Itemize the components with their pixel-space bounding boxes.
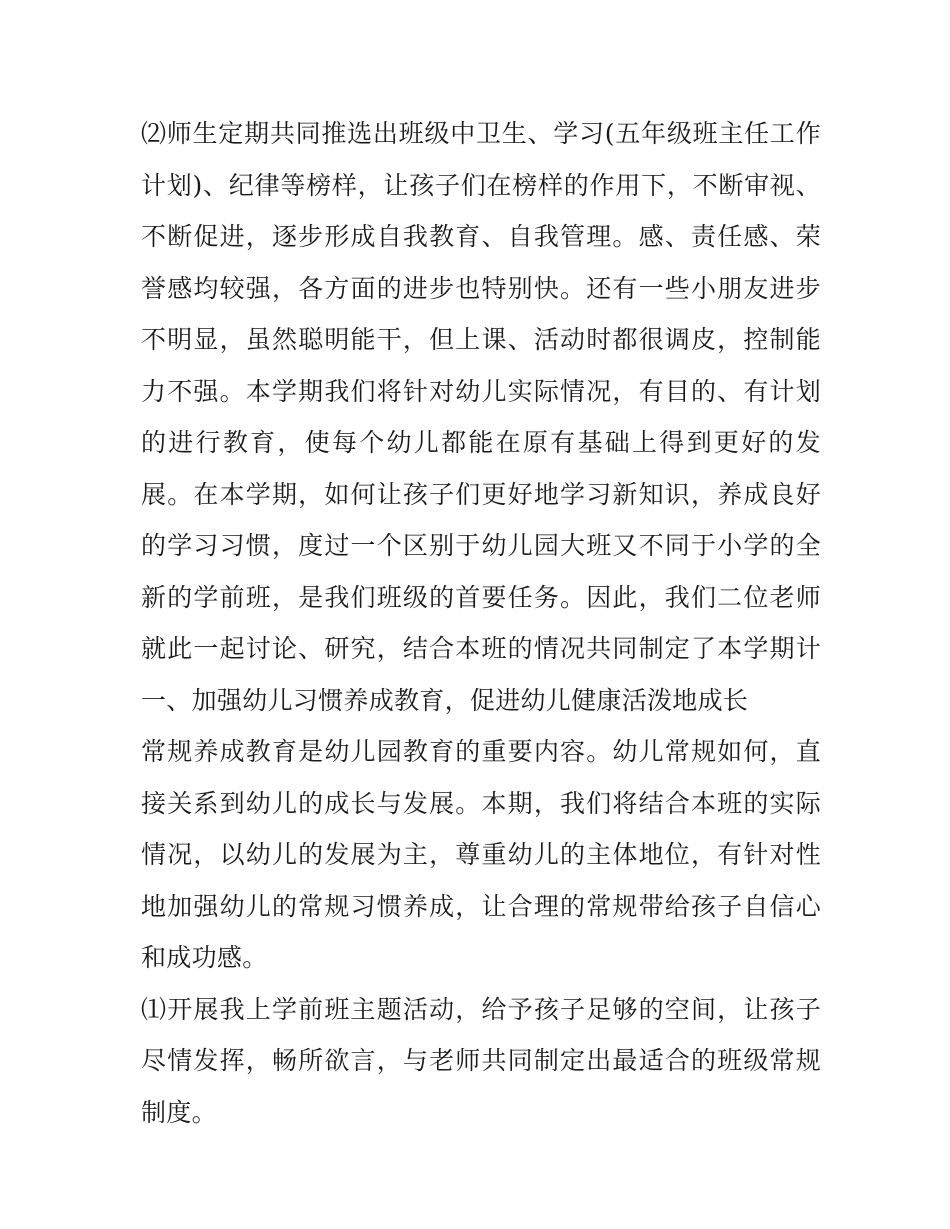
paragraph-routine-education: 常规养成教育是幼儿园教育的重要内容。幼儿常规如何，直接关系到幼儿的成长与发展。本期，我们将结合本班的实际情况，以幼儿的发展为主，尊重幼儿的主体地位，有针对性地加强幼儿的常规习惯养成，让合理的常规带给孩子自信心和成功感。	[141, 737, 821, 972]
paragraph-theme-activity: ⑴开展我上学前班主题活动，给予孩子足够的空间，让孩子尽情发挥，畅所欲言，与老师共同制定出最适合的班级常规制度。	[141, 994, 821, 1127]
body-text	[141, 108, 821, 1138]
paragraph-role-models: ⑵师生定期共同推选出班级中卫生、学习(五年级班主任工作计划)、纪律等榜样，让孩子们在榜样的作用下，不断审视、不断促进，逐步形成自我教育、自我管理。感、责任感、荣誉感均较强，各方面的进步也特别快。还有一些小朋友进步不明显，虽然聪明能干，但上课、活动时都很调皮，控制能力不强。本学期我们将针对幼儿实际情况，有目的、有计划的进行教育，使每个幼儿都能在原有基础上得到更好的发展。在本学期，如何让孩子们更好地学习新知识，养成良好的学习习惯，度过一个区别于幼儿园大班又不同于小学的全新的学前班，是我们班级的首要任务。因此，我们二位老师就此一起讨论、研究，结合本班的情况共同制定了本学期计一、加强幼儿习惯养成教育，促进幼儿健康活泼地成长	[141, 119, 821, 715]
